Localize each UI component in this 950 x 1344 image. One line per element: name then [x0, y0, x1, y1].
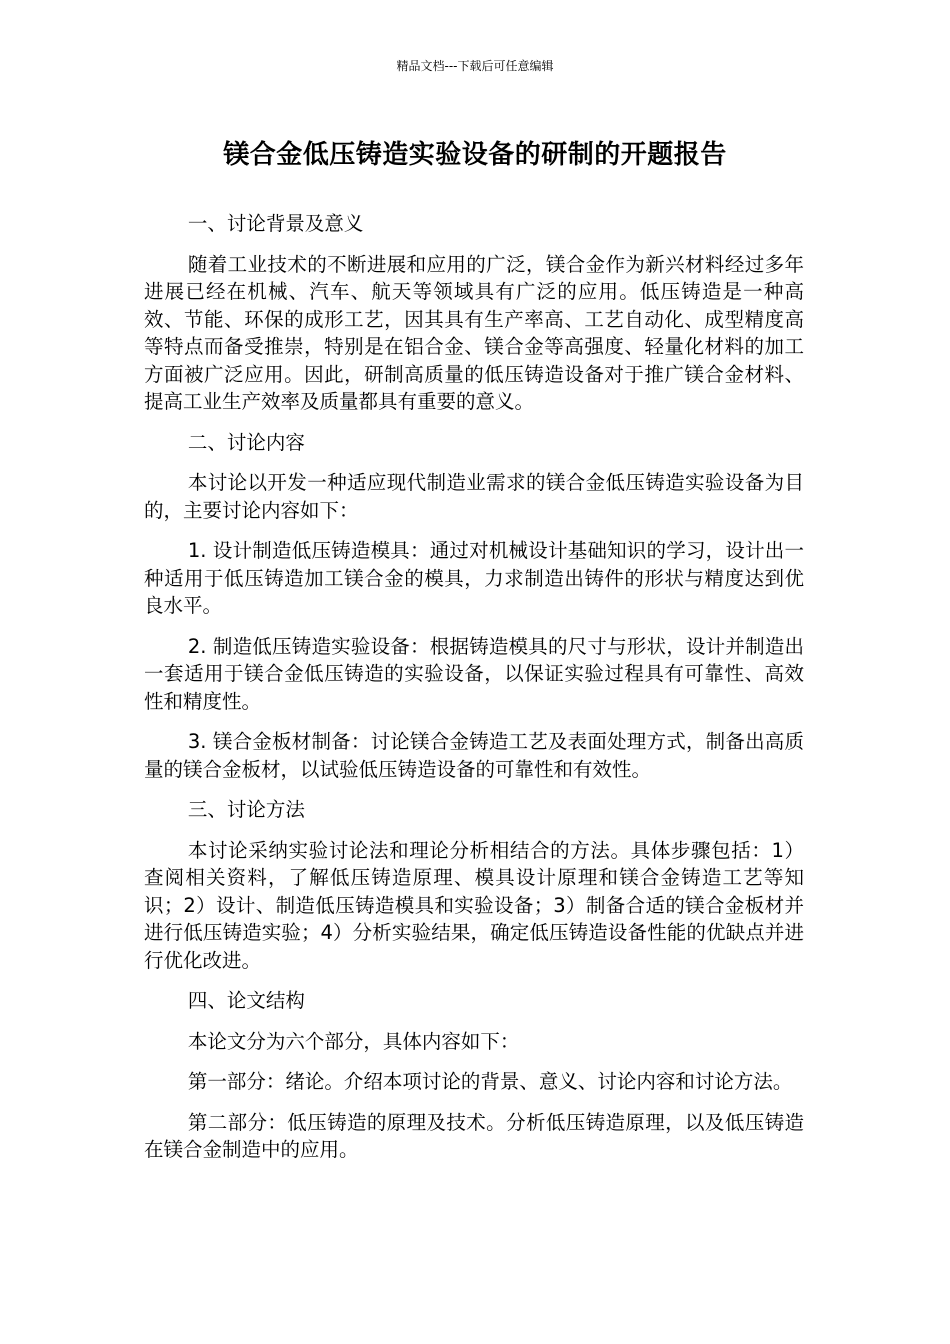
document-body — [144, 210, 804, 1177]
paragraph-part-two: 第二部分：低压铸造的原理及技术。分析低压铸造原理，以及低压铸造在镁合金制造中的应用。 — [144, 1110, 804, 1161]
paragraph-content-intro: 本讨论以开发一种适应现代制造业需求的镁合金低压铸造实验设备为目的，主要讨论内容如下： — [144, 471, 804, 522]
list-item-sheet-preparation: 3. 镁合金板材制备：讨论镁合金铸造工艺及表面处理方式，制备出高质量的镁合金板材，以试验低压铸造设备的可靠性和有效性。 — [144, 730, 804, 781]
heading-research-content: 二、讨论内容 — [187, 430, 305, 454]
paragraph-structure-intro: 本论文分为六个部分，具体内容如下： — [187, 1029, 520, 1053]
heading-research-method: 三、讨论方法 — [187, 798, 305, 821]
heading-thesis-structure: 四、论文结构 — [187, 989, 305, 1012]
paragraph-method: 本讨论采纳实验讨论法和理论分析相结合的方法。具体步骤包括：1）查阅相关资料，了解低压铸造原理、模具设计原理和镁合金铸造工艺等知识；2）设计、制造低压铸造模具和实验设备；3）制备合适的镁合金板材并进行低压铸造实验；4）分析实验结果，确定低压铸造设备性能的优缺点并进行优化改进。 — [144, 838, 804, 972]
heading-research-background: 一、讨论背景及意义 — [187, 212, 364, 235]
paragraph-part-one: 第一部分：绪论。介绍本项讨论的背景、意义、讨论内容和讨论方法。 — [187, 1070, 793, 1093]
list-item-equipment: 2. 制造低压铸造实验设备：根据铸造模具的尺寸与形状，设计并制造出一套适用于镁合金低压铸造的实验设备，以保证实验过程具有可靠性、高效性和精度性。 — [144, 634, 804, 713]
list-item-mold-design: 1. 设计制造低压铸造模具：通过对机械设计基础知识的学习，设计出一种适用于低压铸造加工镁合金的模具，力求制造出铸件的形状与精度达到优良水平。 — [144, 539, 804, 617]
paragraph-background: 随着工业技术的不断进展和应用的广泛，镁合金作为新兴材料经过多年进展已经在机械、汽车、航天等领域具有广泛的应用。低压铸造是一种高效、节能、环保的成形工艺，因其具有生产率高、工艺自动化、成型精度高等特点而备受推崇，特别是在铝合金、镁合金等高强度、轻量化材料的加工方面被广泛应用。因此，研制高质量的低压铸造设备对于推广镁合金材料、提高工业生产效率及质量都具有重要的意义。 — [144, 252, 804, 413]
page-header-watermark: 精品文档---下载后可任意编辑 — [396, 59, 554, 73]
document-title: 镁合金低压铸造实验设备的研制的开题报告 — [223, 140, 727, 170]
